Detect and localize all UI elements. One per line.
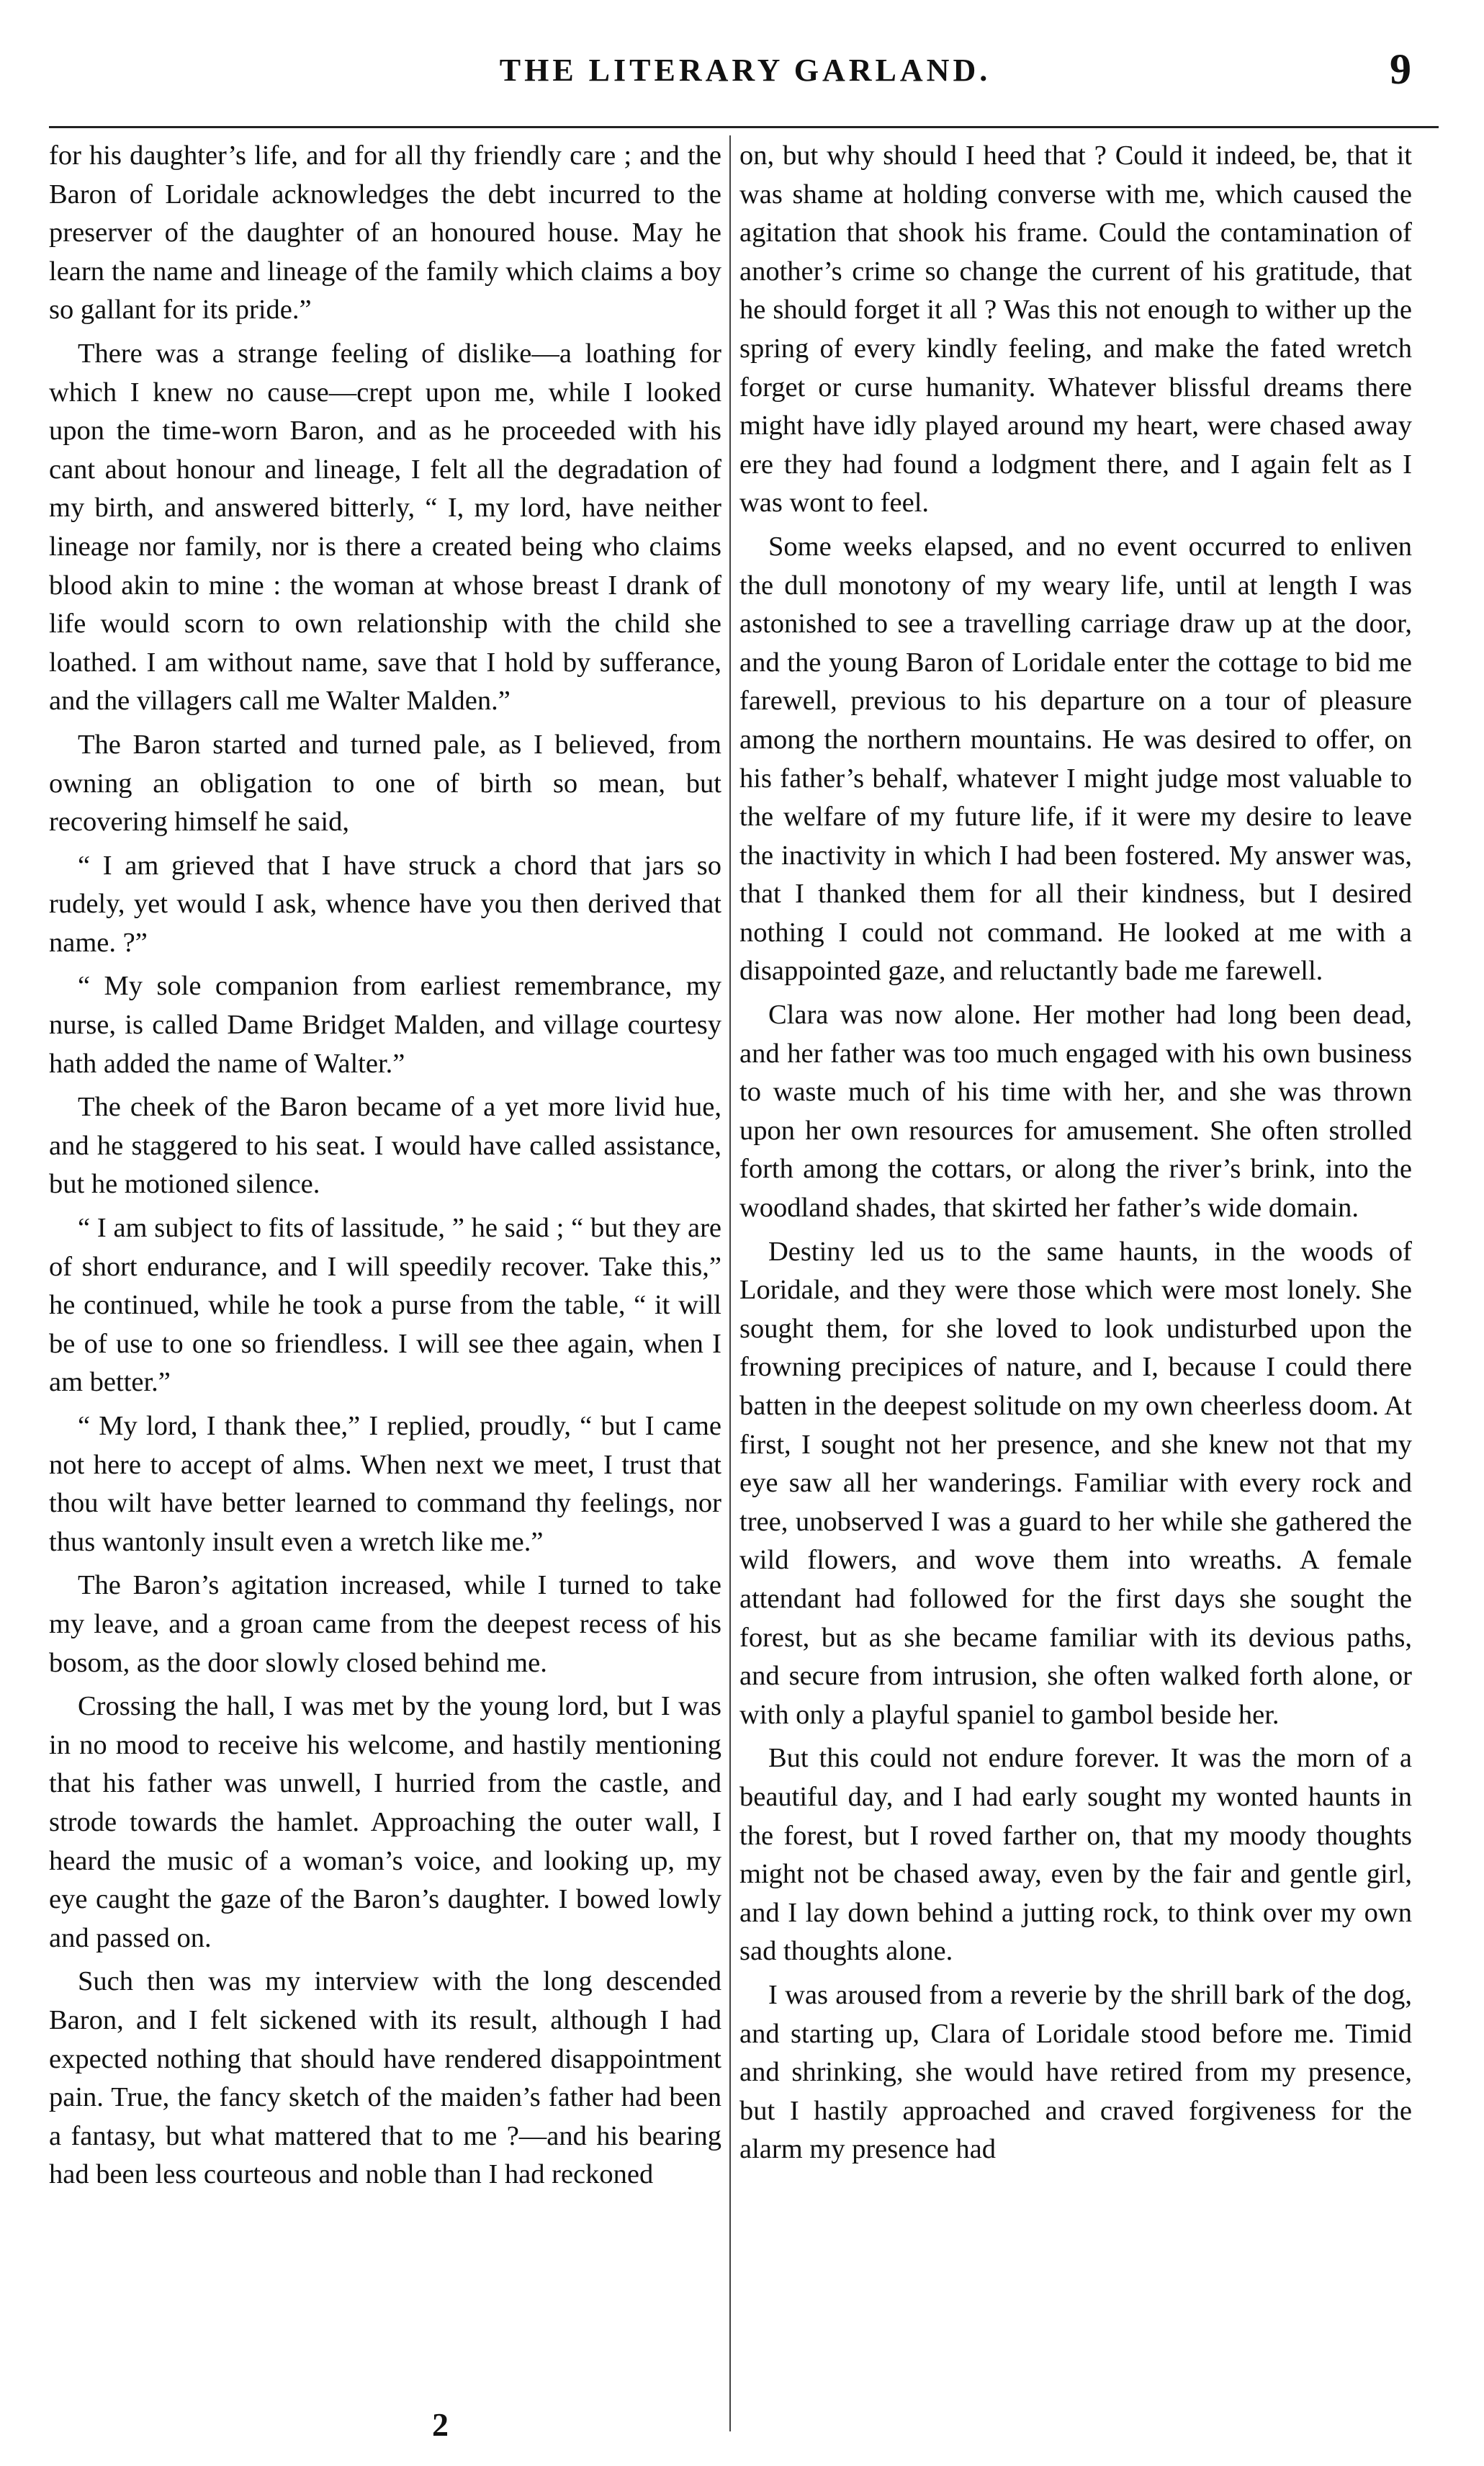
running-title: THE LITERARY GARLAND. [499, 53, 991, 88]
paragraph: But this could not endure forever. It was the morn of a beautiful day, and I had early sought my wonted haunts in the forest, but I roved farther on, that my moody thoughts might not be chased away, even by the fair and gentle girl, and I lay down behind a jutting rock, to think over my own sad thoughts alone. [739, 1743, 1412, 1967]
paragraph: Clara was now alone. Her mother had long been dead, and her father was too much engaged with his own business to waste much of his time with her, and she was thrown upon her own resources for amusement. She often strolled forth among the cottars, or along the river’s brink, into the woodland shades, that skirted her father’s wide domain. [739, 1000, 1412, 1224]
paragraph: for his daughter’s life, and for all thy friendly care ; and the Baron of Loridale acknowledges the debt incurred to the preserver of the daughter of an honoured house. May he learn the name and lineage of the family which claims a boy so gallant for its pride.” [49, 140, 721, 326]
paragraph: The Baron’s agitation increased, while I turned to take my leave, and a groan came from the deepest recess of his bosom, as the door slowly closed behind me. [49, 1570, 721, 1678]
paragraph: “ My lord, I thank thee,” I replied, proudly, “ but I came not here to accept of alms. When next we meet, I trust that thou wilt have better learned to command thy feelings, nor thus wantonly insult even a wretch like me.” [49, 1411, 721, 1557]
paragraph: Destiny led us to the same haunts, in the woods of Loridale, and they were those which were most lonely. She sought them, for she loved to look undisturbed upon the frowning precipices of nature, and I, because I could there batten in the deepest solitude on my own cheerless doom. At first, I sought not her presence, and she knew not that my eye saw all her wanderings. Familiar with every rock and tree, unobserved I was a guard to her while she gathered the wild flowers, and wove them into wreaths. A female attendant had followed for the first days she sought the forest, but as she became familiar with its devious paths, and secure from intrusion, she often walked forth alone, or with only a playful spaniel to gambol beside her. [739, 1236, 1412, 1730]
paragraph: Some weeks elapsed, and no event occurred to enliven the dull monotony of my weary life, until at length I was astonished to see a travelling carriage draw up at the door, and the young Baron of Loridale enter the cottage to bid me farewell, previous to his departure on a tour of pleasure among the northern mountains. He was desired to offer, on his father’s behalf, whatever I might judge most valuable to the welfare of my future life, if it were my desire to leave the inactivity in which I had been fostered. My answer was, that I thanked them for all their kindness, but I desired nothing I could not command. He looked at me with a disappointed gaze, and reluctantly bade me farewell. [739, 531, 1412, 987]
paragraph: Such then was my interview with the long descended Baron, and I felt sickened with its result, although I had expected nothing that should have rendered disappointment pain. True, the fancy sketch of the maiden’s father had been a fantasy, but what mattered that to me ?—and his bearing had been less courteous and noble than I had reckoned [49, 1966, 721, 2190]
paragraph: Crossing the hall, I was met by the young lord, but I was in no mood to receive his welcome, and hastily mentioning that his father was unwell, I hurried from the castle, and strode towards the hamlet. Approaching the outer wall, I heard the music of a woman’s voice, and looking up, my eye caught the gaze of the Baron’s daughter. I bowed lowly and passed on. [49, 1691, 721, 1953]
paragraph: There was a strange feeling of dislike—a loathing for which I knew no cause—crept upon me, while I looked upon the time-worn Baron, and as he proceeded with his cant about honour and lineage, I felt all the degradation of my birth, and answered bitterly, “ I, my lord, have neither lineage nor family, nor is there a created being who claims blood akin to mine : the woman at whose breast I drank of life would scorn to own relationship with the child she loathed. I am without name, save that I hold by sufferance, and the villagers call me Walter Malden.” [49, 338, 721, 717]
left-column [49, 137, 721, 2200]
paragraph: The cheek of the Baron became of a yet more livid hue, and he staggered to his seat. I would have called assistance, but he motioned silence. [49, 1092, 721, 1200]
signature-mark: 2 [432, 2406, 449, 2443]
paragraph: The Baron started and turned pale, as I believed, from owning an obligation to one of birth so mean, but recovering himself he said, [49, 729, 721, 838]
paragraph: on, but why should I heed that ? Could it indeed, be, that it was shame at holding converse with me, which caused the agitation that shook his frame. Could the contamination of another’s crime so change the current of his gratitude, that he should forget it all ? Was this not enough to wither up the spring of every kindly feeling, and make the fated wretch forget or curse humanity. Whatever blissful dreams there might have idly played around my heart, were chased away ere they had found a lodgment there, and I again felt as I was wont to feel. [739, 140, 1412, 519]
header-rule [49, 126, 1439, 128]
paragraph: I was aroused from a reverie by the shrill bark of the dog, and starting up, Clara of Loridale stood before me. Timid and shrinking, she would have retired from my presence, but I hastily approached and craved forgiveness for the alarm my presence had [739, 1979, 1412, 2165]
column-divider [729, 135, 731, 2431]
page-header [50, 45, 1440, 102]
paragraph: “ I am grieved that I have struck a chord that jars so rudely, yet would I ask, whence have you then derived that name. ?” [49, 850, 721, 958]
right-column [739, 137, 1412, 2174]
paragraph: “ I am subject to fits of lassitude, ” he said ; “ but they are of short endurance, and I will speedily recover. Take this,” he continued, while he took a purse from the table, “ it will be of use to one so friendless. I will see thee again, when I am better.” [49, 1213, 721, 1398]
paragraph: “ My sole companion from earliest remembrance, my nurse, is called Dame Bridget Malden, and village courtesy hath added the name of Walter.” [49, 971, 721, 1079]
page-number: 9 [1390, 45, 1411, 93]
